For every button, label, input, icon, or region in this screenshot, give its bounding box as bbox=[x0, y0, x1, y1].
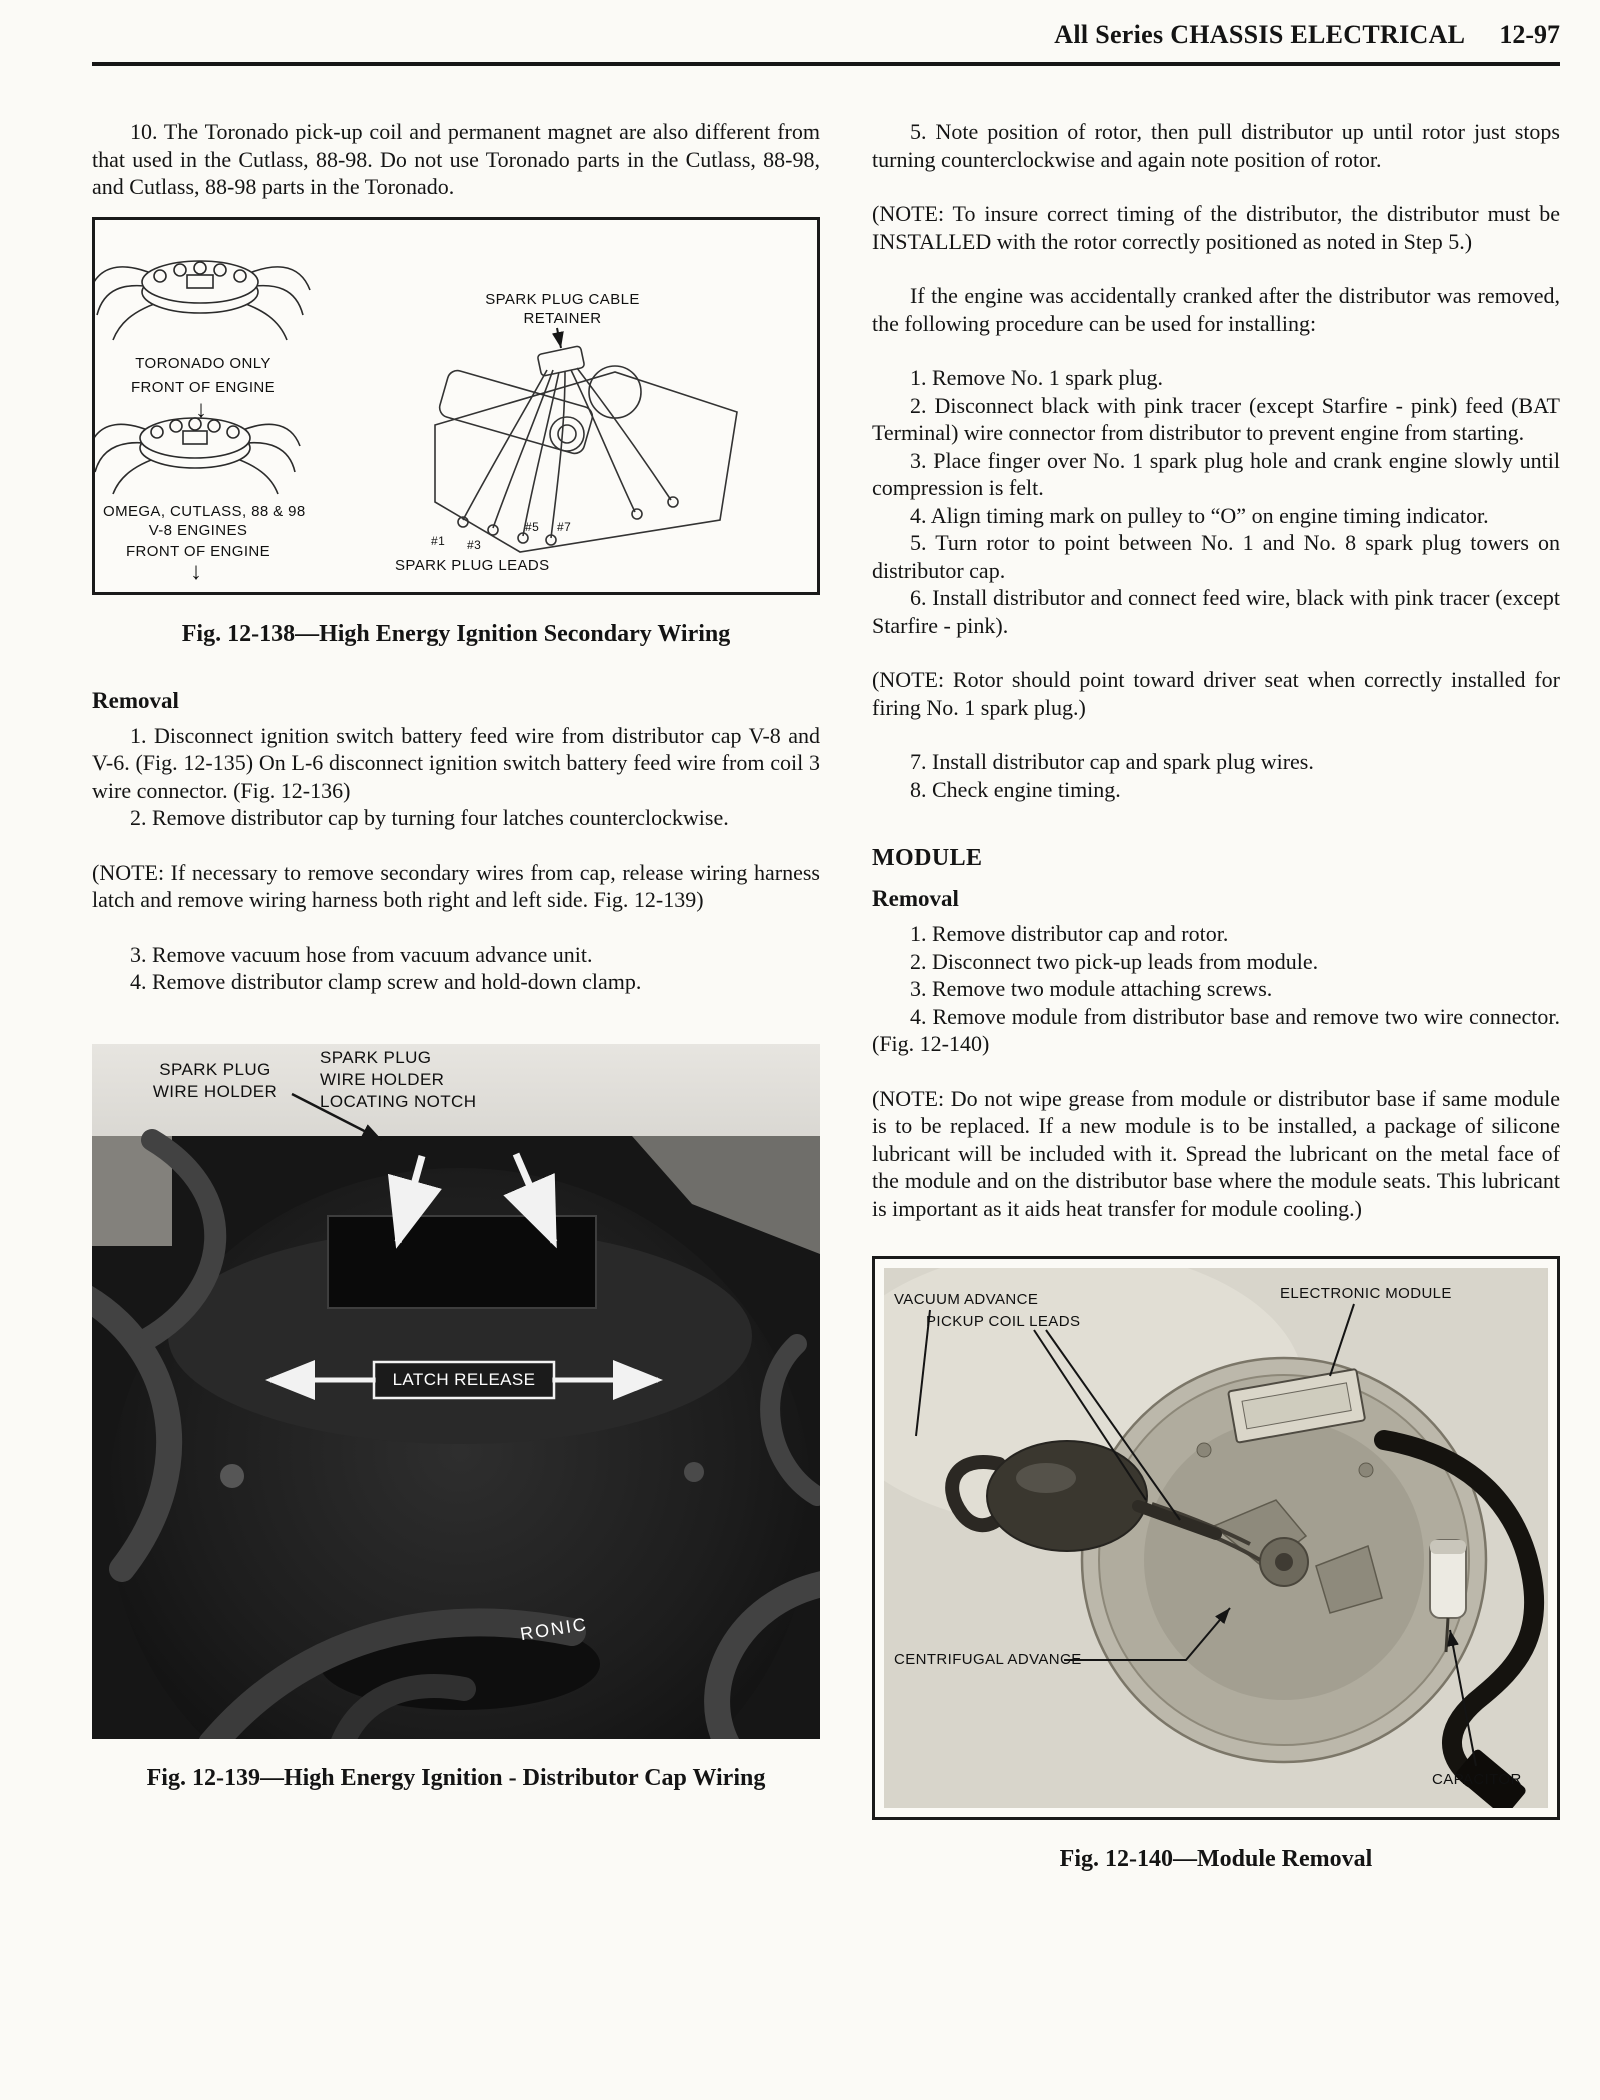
step: 5. Turn rotor to point between No. 1 and No. 8 spark plug towers on distributor cap. bbox=[872, 530, 1560, 583]
fig138-label-retainer-1: SPARK PLUG CABLE bbox=[485, 290, 640, 308]
fig138-wire-number-3: #3 bbox=[467, 537, 482, 552]
fig139-label-notch-1: SPARK PLUG bbox=[320, 1047, 432, 1067]
fig138-label-front-of-engine-2: FRONT OF ENGINE bbox=[125, 542, 271, 560]
fig138-label-toronado: TORONADO ONLY bbox=[135, 354, 271, 372]
module-removal-photo bbox=[884, 1268, 1548, 1808]
note: (NOTE: Do not wipe grease from module or distributor base if same module is to be replaced. If a new module is to be installed, a package of silicone lubricant will be included with it. Spread the lubricant on the metal face of the module and on the distributor base where the module seats. This lubricant is important as it aids heat transfer for module cooling.) bbox=[872, 1085, 1560, 1221]
right-column bbox=[872, 118, 1560, 1873]
paragraph-step-10: 10. The Toronado pick-up coil and permanent magnet are also different from that used in the Cutlass, 88-98. Do not use Toronado parts in the Cutlass, 88-98, and Cutlass, 88-98 parts in the Toronado. bbox=[92, 119, 820, 199]
down-arrow-icon: ↓ bbox=[190, 557, 202, 585]
header-rule bbox=[92, 62, 1560, 66]
removal-heading-left: Removal bbox=[92, 687, 179, 713]
page-number: 12-97 bbox=[1499, 20, 1560, 49]
fig138-label-omega-1: OMEGA, CUTLASS, 88 & 98 bbox=[103, 502, 306, 520]
fig140-label-capacitor: CAPACITOR bbox=[1432, 1771, 1522, 1788]
step: 7. Install distributor cap and spark plug wires. bbox=[910, 749, 1314, 774]
step: 1. Remove No. 1 spark plug. bbox=[910, 365, 1163, 390]
fig138-label-front-of-engine-1: FRONT OF ENGINE bbox=[130, 378, 276, 396]
fig139-label-wire-holder-2: WIRE HOLDER bbox=[152, 1081, 278, 1101]
step: 3. Remove vacuum hose from vacuum advance unit. bbox=[130, 941, 593, 967]
removal-heading-right: Removal bbox=[872, 886, 959, 911]
section-title: All Series CHASSIS ELECTRICAL bbox=[1054, 20, 1466, 49]
fig140-label-electronic-module: ELECTRONIC MODULE bbox=[1280, 1285, 1452, 1302]
fig139-caption: Fig. 12-139—High Energy Ignition - Distributor Cap Wiring bbox=[146, 1764, 766, 1791]
fig140-label-vacuum-advance: VACUUM ADVANCE bbox=[894, 1291, 1039, 1308]
figure-12-138 bbox=[92, 217, 820, 595]
step: 4. Remove distributor clamp screw and hold-down clamp. bbox=[130, 969, 642, 994]
figure-12-140 bbox=[872, 1256, 1560, 1820]
down-arrow-icon: ↓ bbox=[195, 395, 207, 423]
fig138-label-spark-plug-leads: SPARK PLUG LEADS bbox=[395, 556, 550, 574]
distributor-base-photo bbox=[884, 1268, 1546, 1808]
paragraph: If the engine was accidentally cranked after the distributor was removed, the following procedure can be used for installing: bbox=[872, 283, 1560, 336]
step: 2. Remove distributor cap by turning four latches counterclockwise. bbox=[130, 805, 729, 830]
fig138-wire-number-5: #5 bbox=[525, 519, 540, 534]
step: 4. Align timing mark on pulley to “O” on engine timing indicator. bbox=[910, 502, 1489, 528]
toronado-distributor-drawing bbox=[95, 261, 310, 340]
step: 8. Check engine timing. bbox=[910, 776, 1121, 802]
fig138-caption: Fig. 12-138—High Energy Ignition Secondary Wiring bbox=[181, 620, 731, 647]
step: 5. Note position of rotor, then pull distributor up until rotor just stops turning counterclockwise and again note position of rotor. bbox=[872, 119, 1560, 172]
page-header bbox=[92, 20, 1560, 50]
fig139-label-notch-2: WIRE HOLDER bbox=[320, 1069, 445, 1089]
note: (NOTE: Rotor should point toward driver seat when correctly installed for firing No. 1 spark plug.) bbox=[872, 667, 1560, 720]
fig138-label-retainer-2: RETAINER bbox=[523, 309, 602, 327]
note: (NOTE: If necessary to remove secondary wires from cap, release wiring harness latch and remove wiring harness both right and left side. Fig. 12-139) bbox=[92, 859, 820, 912]
engine-line-art bbox=[435, 345, 737, 551]
step: 3. Place finger over No. 1 spark plug hole and crank engine slowly until compression is felt. bbox=[872, 447, 1560, 500]
fig138-label-omega-2: V-8 ENGINES bbox=[148, 521, 248, 539]
v8-distributor-drawing bbox=[95, 418, 300, 494]
fig138-wire-number-1: #1 bbox=[431, 533, 446, 548]
fig139-label-notch-3: LOCATING NOTCH bbox=[320, 1091, 477, 1111]
fig140-label-centrifugal-advance: CENTRIFUGAL ADVANCE bbox=[894, 1651, 1082, 1668]
step: 2. Disconnect black with pink tracer (except Starfire - pink) feed (BAT Terminal) wire connector from distributor to prevent engine from starting. bbox=[872, 392, 1560, 445]
fig139-label-wire-holder-1: SPARK PLUG bbox=[159, 1059, 271, 1079]
figure-12-139 bbox=[92, 1044, 820, 1739]
step: 4. Remove module from distributor base and remove two wire connector. (Fig. 12-140) bbox=[872, 1003, 1560, 1056]
fig140-caption: Fig. 12-140—Module Removal bbox=[1059, 1846, 1373, 1872]
two-column-layout bbox=[92, 118, 1560, 1873]
step: 1. Remove distributor cap and rotor. bbox=[910, 921, 1229, 946]
step: 1. Disconnect ignition switch battery feed wire from distributor cap V-8 and V-6. (Fig. 12-135) On L-6 disconnect ignition switch battery feed wire from coil 3 wire connector. (Fig. 12-136) bbox=[92, 722, 820, 803]
fig139-label-latch-release: LATCH RELEASE bbox=[392, 1369, 536, 1389]
fig139-cable-brand-text: RONIC bbox=[518, 1613, 590, 1644]
note: (NOTE: To insure correct timing of the distributor, the distributor must be INSTALLED with the rotor correctly positioned as noted in Step 5.) bbox=[872, 201, 1560, 254]
step: 3. Remove two module attaching screws. bbox=[910, 976, 1273, 1001]
distributor-cap-photo bbox=[92, 1044, 820, 1739]
fig138-wire-number-7: #7 bbox=[557, 519, 572, 534]
left-column bbox=[92, 118, 820, 1873]
step: 2. Disconnect two pick-up leads from module. bbox=[910, 948, 1319, 974]
step: 6. Install distributor and connect feed wire, black with pink tracer (except Starfire - pink). bbox=[872, 585, 1560, 638]
fig140-label-pickup-coil-leads: PICKUP COIL LEADS bbox=[926, 1313, 1081, 1330]
module-heading: MODULE bbox=[872, 845, 983, 871]
